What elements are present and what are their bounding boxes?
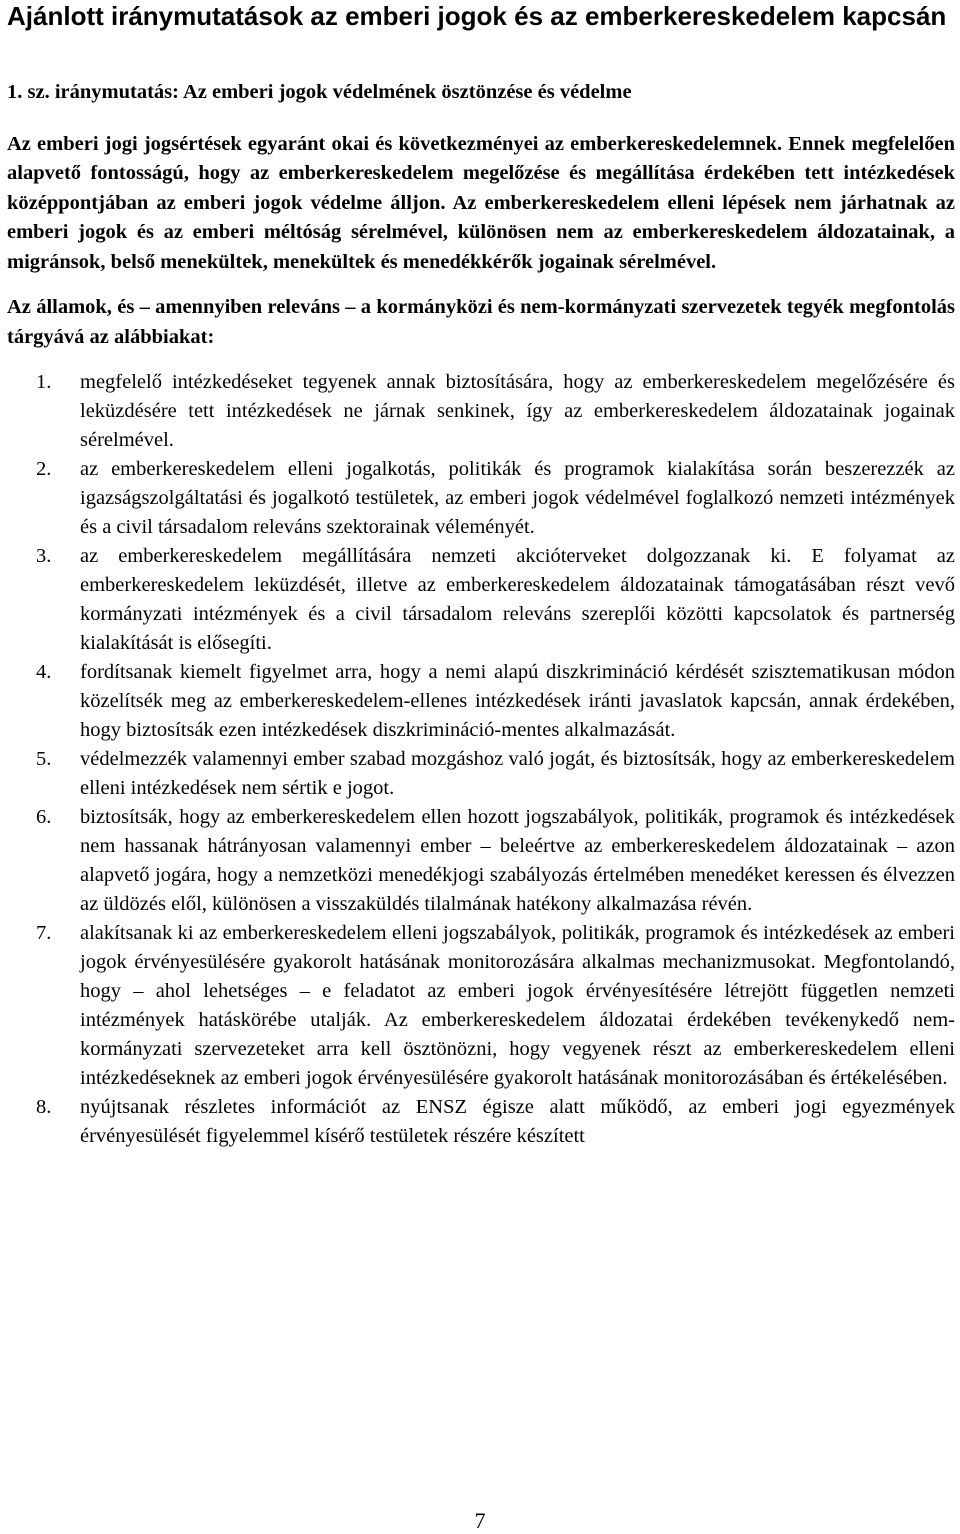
list-item-number: 4. [36,661,52,683]
list-item-number: 2. [36,458,52,480]
list-item [7,455,955,542]
page-number: 7 [474,1508,486,1533]
list-item-text: nyújtsanak részletes információt az ENSZ égisze alatt működő, az emberi jogi egyezmények érvényesülését figyelemmel kísérő testületek részére készített [80,1096,955,1147]
list-item [7,803,955,919]
list-item-text: védelmezzék valamennyi ember szabad mozgáshoz való jogát, és biztosítsák, hogy az emberkereskedelem elleni intézkedések nem sértik e jogot. [80,748,955,799]
list-item-text: biztosítsák, hogy az emberkereskedelem ellen hozott jogszabályok, politikák, programok és intézkedések nem hassanak hátrányosan valamennyi ember – beleértve az emberkereskedelem áldozatainak – azon alapvető jogára, hogy a nemzetközi menedékjogi szabályozás értelmében menedéket keressen és élvezzen az üldözés elől, különösen a visszaküldés tilalmának hatékony alkalmazása révén. [80,806,955,915]
list-item-number: 3. [36,545,52,567]
list-item-number: 5. [36,748,52,770]
list-item-text: az emberkereskedelem megállítására nemzeti akcióterveket dolgozzanak ki. E folyamat az emberkereskedelem leküzdését, illetve az emberkereskedelem áldozatainak támogatásában részt vevő kormányzati intézmények és a civil társadalom releváns szereplői közötti kapcsolatok és partnerség kialakítását is elősegíti. [80,545,955,654]
list-item [7,919,955,1093]
list-item-text: alakítsanak ki az emberkereskedelem elleni jogszabályok, politikák, programok és intézkedések az emberi jogok érvényesülésére gyakorolt hatásának monitorozására alkalmas mechanizmusokat. Megfontolandó, hogy – ahol lehetséges – e feladatot az emberi jogok érvényesítésére létrejött független nemzeti intézmények hatáskörébe utalják. Az emberkereskedelem áldozatai érdekében tevékenykedő nem-kormányzati szervezeteket arra kell ösztönözni, hogy vegyenek részt az emberkereskedelem elleni intézkedéseknek az emberi jogok érvényesülésére gyakorolt hatásának monitorozásában és értékelésében. [80,922,955,1089]
call-paragraph: Az államok, és – amennyiben releváns – a kormányközi és nem-kormányzati szervezetek tegyék megfontolás tárgyává az alábbiakat: [7,296,955,348]
list-item [7,745,955,803]
list-item-text: megfelelő intézkedéseket tegyenek annak biztosítására, hogy az emberkereskedelem megelőzésére és leküzdésére tett intézkedések ne járnak senkinek, így az emberkereskedelem áldozatainak jogainak sérelmével. [80,371,955,451]
list-item-number: 1. [36,371,52,393]
list-item-text: az emberkereskedelem elleni jogalkotás, politikák és programok kialakítása során beszerezzék az igazságszolgáltatási és jogalkotó testületek, az emberi jogok védelmével foglalkozó nemzeti intézmények és a civil társadalom releváns szektorainak véleményét. [80,458,955,538]
recommendation-list [7,368,955,1151]
list-item [7,1093,955,1151]
list-item-number: 7. [36,922,52,944]
list-item [7,368,955,455]
list-item [7,542,955,658]
list-item-number: 8. [36,1096,52,1118]
document-title: Ajánlott iránymutatások az emberi jogok és az emberkereskedelem kapcsán [7,1,947,31]
document-page [7,0,955,1151]
list-item-text: fordítsanak kiemelt figyelmet arra, hogy a nemi alapú diszkrimináció kérdését szisztematikusan módon közelítsék meg az emberkereskedelem-ellenes intézkedések iránti javaslatok kapcsán, annak érdekében, hogy biztosítsák ezen intézkedések diszkrimináció-mentes alkalmazását. [80,661,955,741]
intro-paragraph: Az emberi jogi jogsértések egyaránt okai és következményei az emberkereskedelemnek. Ennek megfelelően alapvető fontosságú, hogy az emberkereskedelem megelőzése és megállítása érdekében tett intézkedések középpontjában az emberi jogok védelme álljon. Az emberkereskedelem elleni lépések nem járhatnak az emberi jogok és az emberi méltóság sérelmével, különösen nem az emberkereskedelem áldozatainak, a migránsok, belső menekültek, menekültek és menedékkérők jogainak sérelmével. [7,132,955,273]
guideline-subtitle: 1. sz. iránymutatás: Az emberi jogok védelmének ösztönzése és védelme [7,81,632,103]
list-item [7,658,955,745]
list-item-number: 6. [36,806,52,828]
